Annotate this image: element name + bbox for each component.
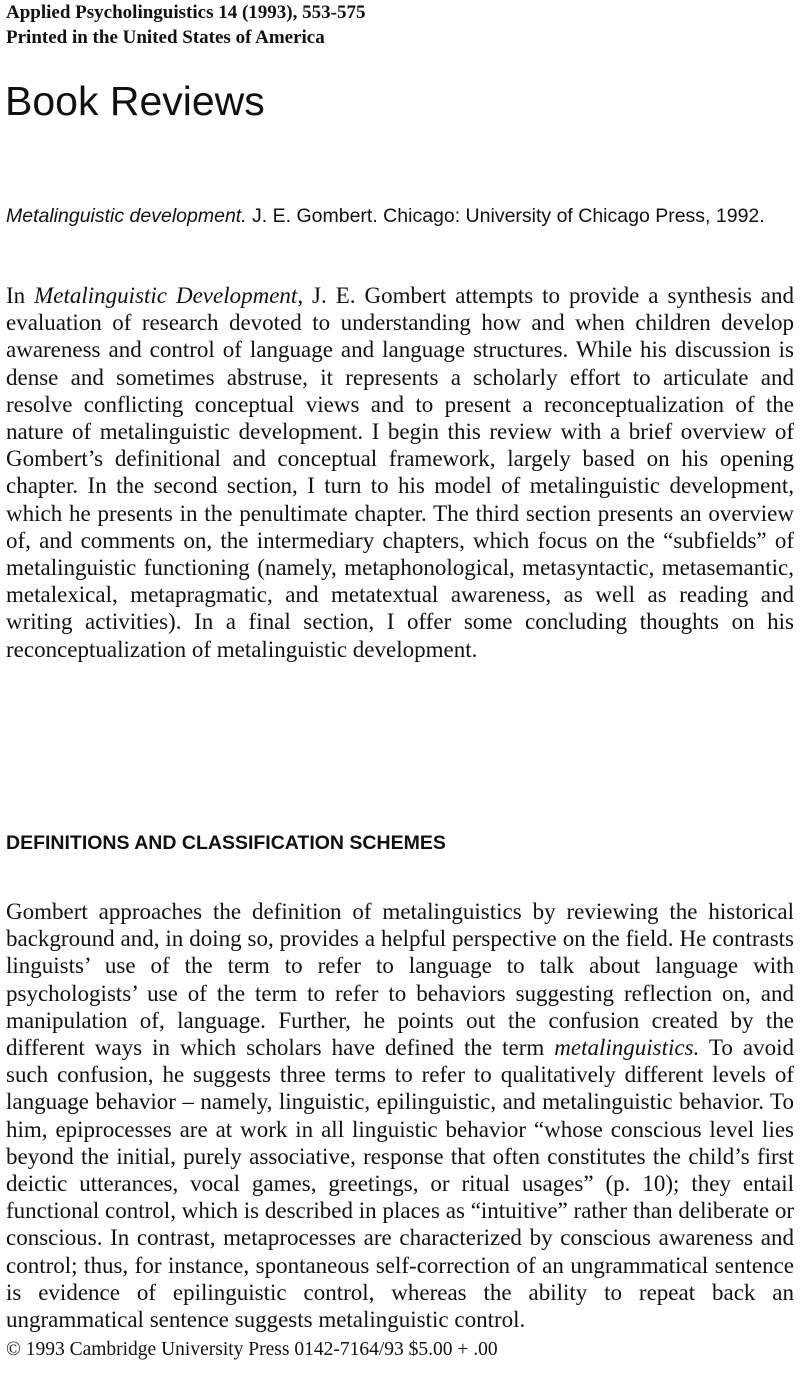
book-citation: [6, 203, 794, 230]
intro-paragraph: [6, 282, 794, 663]
intro-text: J. E. Gombert attempts to provide a synthesis and evaluation of research devoted to understanding how and when children develop awareness and control of language and language structures. While his discussion is dense and sometimes abstruse, it represents a scholarly effort to articulate and resolve conflicting conceptual views and to present a reconceptualization of the nature of metalinguistic development. I begin this review with a brief overview of Gombert’s definitional and conceptual framework, largely based on his opening chapter. In the second section, I turn to his model of metalinguistic development, which he presents in the penultimate chapter. The third section presents an overview of, and comments on, the intermediary chapters, which focus on the “subfields” of metalinguistic functioning (namely, metaphonological, metasyntactic, metasemantic, metalexical, metapragmatic, and metatextual awareness, as well as reading and writing activities). In a final section, I offer some concluding thoughts on his reconceptualization of metalinguistic development.: [6, 283, 794, 662]
citation-book-title: Metalinguistic development.: [6, 205, 247, 227]
citation-details: J. E. Gombert. Chicago: University of Chicago Press, 1992.: [246, 205, 765, 227]
printed-line: Printed in the United States of America: [6, 27, 325, 48]
running-header: [6, 0, 365, 50]
copyright-footer: © 1993 Cambridge University Press 0142-7164/93 $5.00 + .00: [6, 1339, 498, 1360]
definitions-paragraph: [6, 898, 794, 1333]
section-title: Book Reviews: [5, 78, 265, 124]
journal-line: Applied Psycholinguistics 14 (1993), 553-575: [6, 2, 366, 23]
section-subheading: DEFINITIONS AND CLASSIFICATION SCHEMES: [6, 832, 446, 854]
definitions-text-after: To avoid such confusion, he suggests three terms to refer to qualitatively different levels of language behavior – namely, linguistic, epilinguistic, and metalinguistic behavior. To him, epiprocesses are at work in all linguistic behavior “whose conscious level lies beyond the initial, purely associative, response that often constitutes the child’s first deictic utterances, vocal games, greetings, or ritual usages” (p. 10); they entail functional control, which is described in places as “intuitive” rather than deliberate or conscious. In contrast, metaprocesses are characterized by conscious awareness and control; thus, for instance, spontaneous self-correction of an ungrammatical sentence is evidence of epilinguistic control, whereas the ability to repeat back an ungrammatical sentence suggests metalinguistic control.: [6, 1035, 794, 1333]
intro-lead: In: [6, 283, 35, 308]
intro-book-title: Metalinguistic Development,: [34, 283, 304, 308]
definitions-text-before: Gombert approaches the definition of metalinguistics by reviewing the historical background and, in doing so, provides a helpful perspective on the field. He contrasts linguists’ use of the term to refer to language to talk about language with psychologists’ use of the term to refer to behaviors suggesting reflection on, and manipulation of, language. Further, he points out the confusion created by the different ways in which scholars have defined the term: [6, 899, 794, 1061]
definitions-term: metalinguistics.: [554, 1035, 700, 1061]
